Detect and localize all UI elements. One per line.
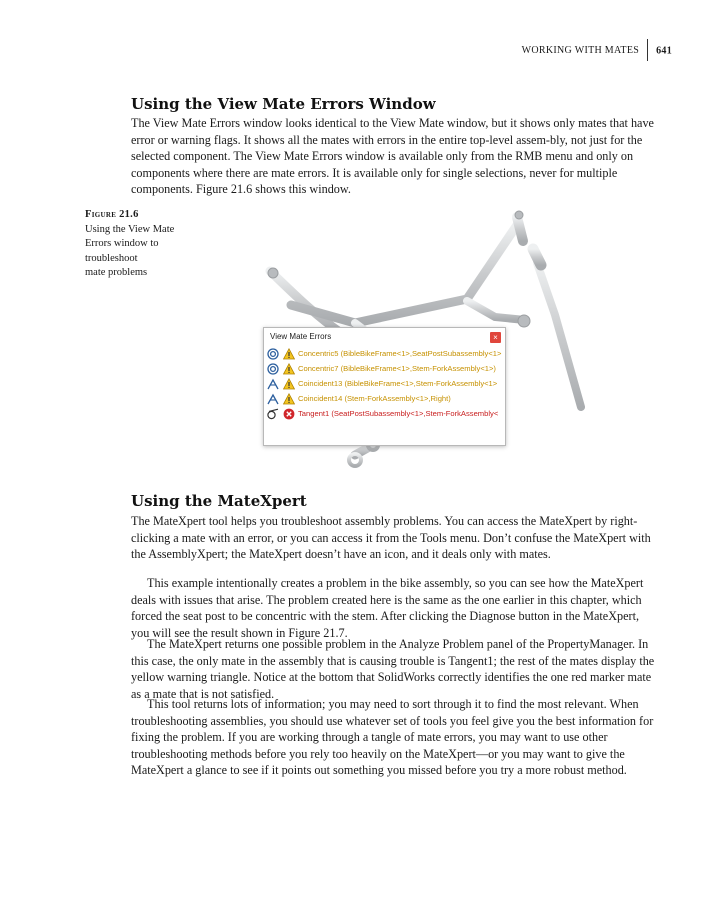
tangent-icon — [267, 408, 279, 420]
figure-caption — [85, 208, 195, 281]
mate-row[interactable] — [267, 392, 502, 407]
mate-label: Concentric5 (BibleBikeFrame<1>,SeatPostSubassembly<1> — [298, 349, 502, 358]
paragraph: The MateXpert tool helps you troubleshoot assembly problems. You can access the MateXpert by right-clicking a mate with an error, or you can access it from the Tools menu. Don’t confuse the MateXpert with the AssemblyXpert; the MateXpert doesn’t have an icon, and it deals only with mates. — [131, 514, 651, 561]
caption-line: troubleshoot — [85, 252, 138, 264]
paragraph: This tool returns lots of information; you may need to sort through it to find the most relevant. When troubleshooting assemblies, you should use whatever set of tools you feel give you the best information for fixing the problem. If you are working through a tangle of mate errors, you may want to use other troubleshooting methods before you rely too heavily on the MateXpert—or you may want to give the MateXpert a glance to see if it points out something you missed before you try a more robust method. — [131, 697, 654, 777]
paragraph: The View Mate Errors window looks identical to the View Mate window, but it shows only mates that have error or warning flags. It shows all the mates with errors in the entire top-level assem-bly, not just for the selected component. The View Mate Errors window is available only from the RMB menu and only on components where there are mate errors. It is available only for single selections, never for multiple components. Figure 21.6 shows this window. — [131, 116, 654, 196]
mate-row[interactable] — [267, 377, 502, 392]
coincident-icon — [267, 378, 279, 390]
close-button[interactable]: × — [490, 332, 501, 343]
warning-icon — [283, 378, 295, 390]
error-icon — [283, 408, 295, 420]
mate-row[interactable] — [267, 347, 502, 362]
running-head — [522, 40, 672, 62]
section-heading-matexpert: Using the MateXpert — [131, 492, 307, 510]
mate-label: Concentric7 (BibleBikeFrame<1>,Stem-ForkAssembly<1>) — [298, 364, 496, 373]
warning-icon — [283, 363, 295, 375]
mate-label: Coincident14 (Stem-ForkAssembly<1>,Right) — [298, 394, 451, 403]
paragraph: The MateXpert returns one possible problem in the Analyze Problem panel of the PropertyManager. In this case, the only mate in the assembly that is causing trouble is Tangent1; the rest of the mates display the yellow warning triangle. Notice at the bottom that SolidWorks correctly identifies the one red marker mate as a mate that is not satisfied. — [131, 637, 655, 701]
mate-row[interactable] — [267, 362, 502, 377]
mate-error-list — [267, 347, 502, 422]
section-heading-view-mate-errors: Using the View Mate Errors Window — [131, 95, 436, 113]
paragraph: This example intentionally creates a problem in the bike assembly, so you can see how the MateXpert deals with issues that arise. The problem created here is the same as the one earlier in this chapter, which forced the seat post to be concentric with the stem. After clicking the Diagnose button in the MateXpert, you will see the result shown in Figure 21.7. — [131, 576, 644, 640]
caption-line: Errors window to — [85, 238, 159, 249]
running-head-title: WORKING WITH MATES — [521, 45, 640, 57]
caption-line: mate problems — [85, 267, 148, 278]
page-number: 641 — [656, 45, 672, 57]
warning-icon — [283, 348, 295, 360]
view-mate-errors-dialog — [263, 327, 506, 446]
warning-icon — [283, 393, 295, 405]
coincident-icon — [267, 393, 279, 405]
dialog-title: View Mate Errors — [270, 332, 332, 341]
figure-label: Figure 21.6 — [85, 209, 139, 220]
mate-label: Coincident13 (BibleBikeFrame<1>,Stem-ForkAssembly<1> — [298, 379, 498, 388]
concentric-icon — [267, 363, 279, 375]
mate-label: Tangent1 (SeatPostSubassembly<1>,Stem-ForkAssembly< — [298, 409, 499, 418]
running-head-divider — [647, 39, 648, 61]
mate-row[interactable] — [267, 407, 502, 422]
caption-line: Using the View Mate — [85, 223, 175, 235]
concentric-icon — [267, 348, 279, 360]
